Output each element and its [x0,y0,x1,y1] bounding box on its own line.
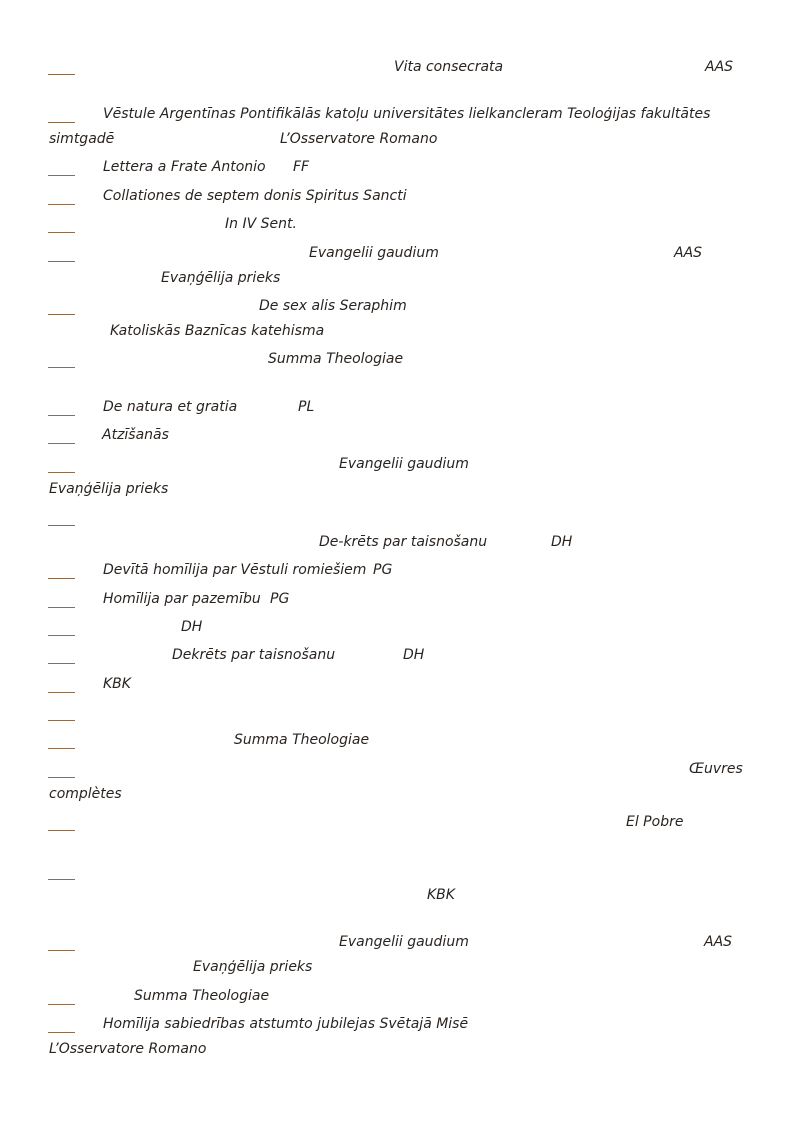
footnote-title: Œuvres [689,761,743,777]
footnote-rule [48,204,75,205]
footnote-source: PG [270,591,290,607]
footnote-title: Homīlija sabiedrības atstumto jubilejas Svētajā Misē [103,1016,469,1032]
footnote-source: PG [373,562,393,578]
footnote-source: DH [551,534,573,550]
footnote-source: AAS [704,934,733,950]
footnote-rule [48,578,75,579]
footnote-text-continued: complètes [49,786,122,802]
footnote-title: Collationes de septem donis Spiritus Sancti [103,188,407,204]
footnote-rule [48,122,75,123]
footnote-source: AAS [705,59,734,75]
footnote-rule [48,692,75,693]
footnote-title: Summa Theologiae [234,732,370,748]
footnote-title: Atzīšanās [102,427,169,443]
footnote-source: DH [181,619,203,635]
footnote-title: In IV Sent. [225,216,297,232]
footnote-rule [48,74,75,75]
footnote-rule [48,950,75,951]
footnote-rule [48,748,75,749]
footnote-title: De-krēts par taisnošanu [319,534,488,550]
footnote-rule [48,635,75,636]
footnote-rule [48,525,75,526]
footnote-rule [48,1032,75,1033]
footnote-text-continued: simtgadē [49,131,115,147]
footnote-title: Vita consecrata [394,59,504,75]
footnote-source: DH [403,647,425,663]
footnote-title: Dekrēts par taisnošanu [172,647,336,663]
footnote-rule [48,415,75,416]
footnote-source: AAS [674,245,703,261]
footnote-rule [48,443,75,444]
footnote-title: De sex alis Seraphim [259,298,407,314]
footnote-title: Summa Theologiae [268,351,404,367]
footnote-source: KBK [103,676,131,692]
footnote-rule [48,777,75,778]
footnote-source: KBK [427,887,455,903]
footnote-text: Vēstule Argentīnas Pontifikālās katoļu universitātes lielkancleram Teoloģijas fakultātes [103,106,711,122]
footnote-rule [48,1004,75,1005]
footnote-subtitle: Evaņģēlija prieks [193,959,313,975]
footnote-title: De natura et gratia [103,399,238,415]
footnote-rule [48,261,75,262]
footnote-rule [48,879,75,880]
footnote-title: Lettera a Frate Antonio [103,159,266,175]
footnote-source: PL [298,399,315,415]
footnote-title: Homīlija par pazemību [103,591,261,607]
footnote-source: L’Osservatore Romano [280,131,438,147]
footnote-rule [48,830,75,831]
footnote-rule [48,607,75,608]
footnote-subtitle: Evaņģēlija prieks [161,270,281,286]
footnote-rule [48,663,75,664]
footnote-title: El Pobre [626,814,684,830]
footnote-title: Evangelii gaudium [339,934,469,950]
footnote-source: FF [293,159,310,175]
footnote-title: Devītā homīlija par Vēstuli romiešiem [103,562,367,578]
footnote-subtitle: Katoliskās Baznīcas katehisma [110,323,325,339]
footnote-subtitle: Evaņģēlija prieks [49,481,169,497]
footnote-rule [48,232,75,233]
footnote-rule [48,720,75,721]
footnote-source: L’Osservatore Romano [49,1041,207,1057]
footnote-title: Evangelii gaudium [309,245,439,261]
footnote-rule [48,314,75,315]
footnote-title: Evangelii gaudium [339,456,469,472]
footnote-rule [48,367,75,368]
footnote-rule [48,472,75,473]
footnote-rule [48,175,75,176]
footnote-title: Summa Theologiae [134,988,270,1004]
